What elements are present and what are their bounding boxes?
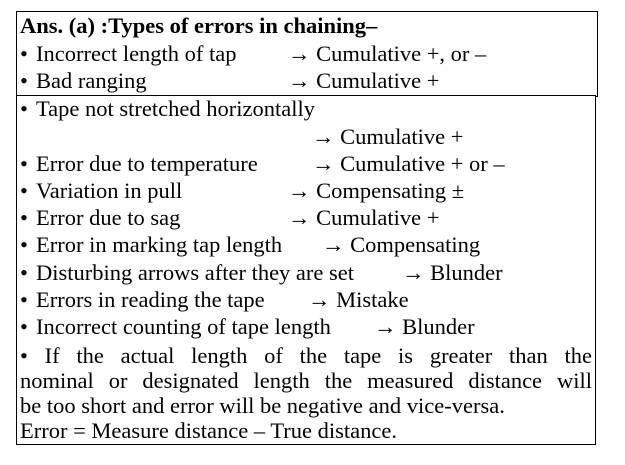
error-classification: → Blunder [402,260,503,285]
error-classification: → Cumulative + [288,68,440,93]
error-label: Error due to sag [36,205,181,230]
paragraph-line: • If the actual length of the tape is greater than the [20,343,592,368]
error-item-temperature [20,151,258,177]
error-classification: → Blunder [374,314,475,339]
error-item-variation-in-pull [20,178,182,204]
bullet-icon: • [20,314,28,339]
error-classification: → Cumulative +, or – [288,41,487,66]
error-classification: → Compensating [322,232,481,257]
bullet-icon: • [20,151,28,176]
error-item-disturbing-arrows [20,260,354,286]
error-label: Disturbing arrows after they are set [36,260,355,285]
bullet-icon: • [20,205,28,230]
error-item-sag [20,205,180,231]
paragraph-line: be too short and error will be negative and vice-versa. [20,393,505,418]
error-classification: → Cumulative + or – [312,151,505,176]
bullet-icon: • [20,232,28,257]
error-item-tape-not-stretched [20,96,315,122]
error-label: Tape not stretched horizontally [36,96,315,121]
error-item-reading-tape [20,287,265,313]
error-item-marking-tap-length [20,232,282,258]
explanation-paragraph [20,343,592,418]
bullet-icon: • [20,41,28,66]
error-label: Incorrect length of tap [36,41,237,66]
paragraph-line: nominal or designated length the measured distance will [20,368,592,393]
error-classification: → Compensating ± [288,178,465,203]
error-item-incorrect-length [20,41,237,67]
error-classification: → Cumulative + [312,124,464,149]
error-label: Error in marking tap length [36,232,283,257]
error-classification: → Cumulative + [288,205,440,230]
bullet-icon: • [20,68,28,93]
error-formula: Error = Measure distance – True distance. [20,418,397,443]
error-label: Bad ranging [36,68,147,93]
error-label: Variation in pull [36,178,183,203]
error-label: Errors in reading the tape [36,287,265,312]
answer-title: Ans. (a) :Types of errors in chaining– [20,13,378,38]
bullet-icon: • [20,178,28,203]
error-label: Error due to temperature [36,151,258,176]
error-item-bad-ranging [20,68,147,94]
error-item-counting-tape-length [20,314,331,340]
bullet-icon: • [20,260,28,285]
bullet-icon: • [20,96,28,121]
error-label: Incorrect counting of tape length [36,314,331,339]
error-classification: → Mistake [308,287,409,312]
bullet-icon: • [20,287,28,312]
